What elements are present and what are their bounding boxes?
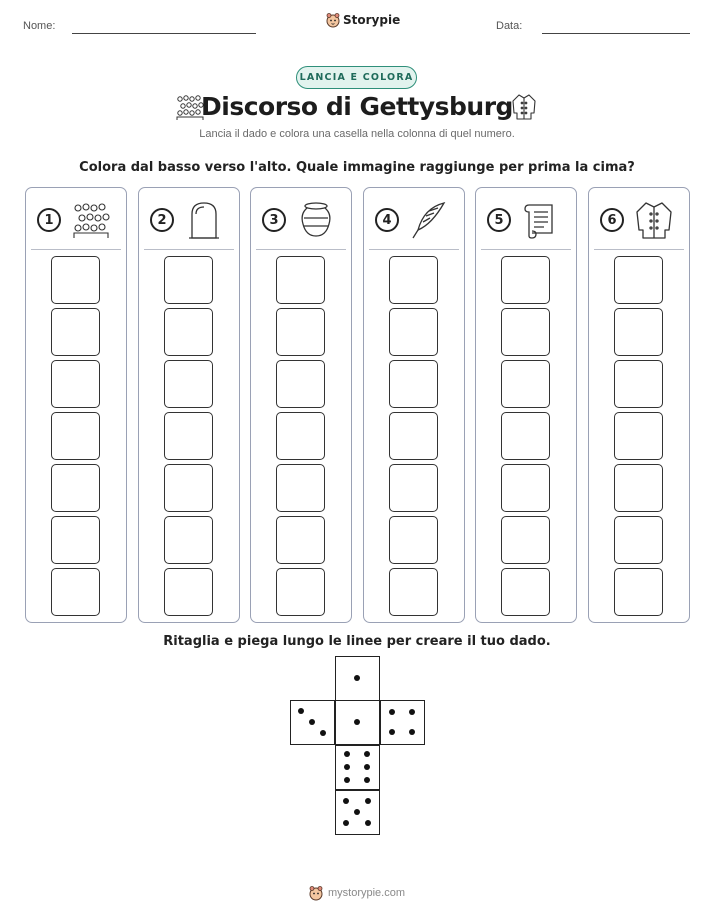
column-number: 3 bbox=[262, 208, 286, 232]
brand-logo bbox=[326, 12, 400, 28]
die-pip bbox=[298, 708, 304, 714]
die-pip bbox=[344, 764, 350, 770]
color-box[interactable] bbox=[389, 256, 438, 304]
cut-instruction: Ritaglia e piega lungo le linee per creare il tuo dado. bbox=[163, 634, 551, 649]
die-pip bbox=[409, 729, 415, 735]
column-divider bbox=[594, 249, 684, 250]
activity-badge: LANCIA E COLORA bbox=[296, 66, 417, 89]
column-divider bbox=[144, 249, 234, 250]
color-box[interactable] bbox=[164, 308, 213, 356]
column-1 bbox=[25, 187, 127, 623]
date-field[interactable] bbox=[542, 33, 690, 34]
column-3 bbox=[250, 187, 352, 623]
color-box[interactable] bbox=[51, 256, 100, 304]
color-box[interactable] bbox=[276, 516, 325, 564]
color-box[interactable] bbox=[51, 412, 100, 460]
storypie-mascot-icon bbox=[309, 885, 323, 901]
column-2 bbox=[138, 187, 240, 623]
color-box[interactable] bbox=[276, 464, 325, 512]
die-pip bbox=[354, 675, 360, 681]
color-box[interactable] bbox=[389, 516, 438, 564]
column-divider bbox=[481, 249, 571, 250]
column-divider bbox=[256, 249, 346, 250]
column-6 bbox=[588, 187, 690, 623]
column-number: 2 bbox=[150, 208, 174, 232]
die-pip bbox=[364, 777, 370, 783]
die-face-5 bbox=[335, 790, 380, 835]
color-box[interactable] bbox=[276, 568, 325, 616]
subtitle: Lancia il dado e colora una casella nella colonna di quel numero. bbox=[199, 128, 515, 140]
name-label: Nome: bbox=[23, 20, 56, 32]
color-box[interactable] bbox=[501, 412, 550, 460]
die-pip bbox=[389, 709, 395, 715]
color-box[interactable] bbox=[164, 256, 213, 304]
title-row bbox=[0, 90, 714, 130]
brand-name: Storypie bbox=[343, 13, 401, 27]
column-header bbox=[476, 188, 576, 250]
die-pip bbox=[344, 777, 350, 783]
color-box[interactable] bbox=[276, 256, 325, 304]
scroll-icon bbox=[520, 200, 562, 240]
pot-icon bbox=[295, 200, 337, 240]
color-box[interactable] bbox=[614, 516, 663, 564]
quill-pen-icon bbox=[408, 200, 450, 240]
color-box[interactable] bbox=[501, 308, 550, 356]
footer-url: mystorypie.com bbox=[327, 887, 406, 899]
date-label: Data: bbox=[496, 20, 523, 32]
die-pip bbox=[354, 719, 360, 725]
color-box[interactable] bbox=[164, 360, 213, 408]
color-box[interactable] bbox=[501, 568, 550, 616]
color-box[interactable] bbox=[164, 516, 213, 564]
color-box[interactable] bbox=[51, 308, 100, 356]
die-face-1 bbox=[335, 656, 380, 701]
color-box[interactable] bbox=[501, 256, 550, 304]
color-box[interactable] bbox=[51, 464, 100, 512]
die-pip bbox=[409, 709, 415, 715]
column-5 bbox=[475, 187, 577, 623]
column-number: 4 bbox=[375, 208, 399, 232]
color-box[interactable] bbox=[51, 360, 100, 408]
color-box[interactable] bbox=[501, 360, 550, 408]
die-face-3 bbox=[290, 700, 335, 745]
color-box[interactable] bbox=[276, 412, 325, 460]
die-pip bbox=[344, 751, 350, 757]
column-divider bbox=[31, 249, 121, 250]
column-header bbox=[589, 188, 689, 250]
column-4 bbox=[363, 187, 465, 623]
color-box[interactable] bbox=[51, 568, 100, 616]
die-pip bbox=[309, 719, 315, 725]
color-box[interactable] bbox=[614, 464, 663, 512]
column-divider bbox=[369, 249, 459, 250]
die-pip bbox=[365, 798, 371, 804]
footer bbox=[0, 885, 714, 901]
crowd-icon bbox=[70, 200, 112, 240]
worksheet-header bbox=[0, 0, 714, 44]
column-number: 1 bbox=[37, 208, 61, 232]
column-header bbox=[251, 188, 351, 250]
color-box[interactable] bbox=[614, 412, 663, 460]
name-field[interactable] bbox=[72, 33, 256, 34]
color-box[interactable] bbox=[389, 308, 438, 356]
color-box[interactable] bbox=[164, 568, 213, 616]
coat-icon bbox=[510, 93, 538, 121]
die-face-6 bbox=[335, 745, 380, 790]
color-box[interactable] bbox=[614, 256, 663, 304]
die-pip bbox=[354, 809, 360, 815]
column-header bbox=[26, 188, 126, 250]
color-box[interactable] bbox=[51, 516, 100, 564]
color-box[interactable] bbox=[389, 412, 438, 460]
color-box[interactable] bbox=[164, 464, 213, 512]
color-box[interactable] bbox=[501, 516, 550, 564]
die-pip bbox=[343, 820, 349, 826]
column-header bbox=[364, 188, 464, 250]
die-pip bbox=[320, 730, 326, 736]
color-box[interactable] bbox=[614, 308, 663, 356]
die-pip bbox=[364, 764, 370, 770]
instruction: Colora dal basso verso l'alto. Quale immagine raggiunge per prima la cima? bbox=[79, 160, 635, 175]
color-box[interactable] bbox=[389, 464, 438, 512]
color-box[interactable] bbox=[164, 412, 213, 460]
column-number: 5 bbox=[487, 208, 511, 232]
color-box[interactable] bbox=[276, 308, 325, 356]
coat-icon bbox=[633, 200, 675, 240]
die-pip bbox=[365, 820, 371, 826]
color-box[interactable] bbox=[501, 464, 550, 512]
color-box[interactable] bbox=[276, 360, 325, 408]
column-number: 6 bbox=[600, 208, 624, 232]
die-pip bbox=[389, 729, 395, 735]
color-box[interactable] bbox=[389, 360, 438, 408]
color-box[interactable] bbox=[389, 568, 438, 616]
page-title: Discorso di Gettysburg bbox=[201, 92, 513, 121]
color-box[interactable] bbox=[614, 568, 663, 616]
color-box[interactable] bbox=[614, 360, 663, 408]
die-pip bbox=[343, 798, 349, 804]
die-pip bbox=[364, 751, 370, 757]
die-face-1 bbox=[335, 700, 380, 745]
column-header bbox=[139, 188, 239, 250]
die-face-4 bbox=[380, 700, 425, 745]
storypie-mascot-icon bbox=[326, 12, 340, 28]
gravestone-icon bbox=[183, 200, 225, 240]
